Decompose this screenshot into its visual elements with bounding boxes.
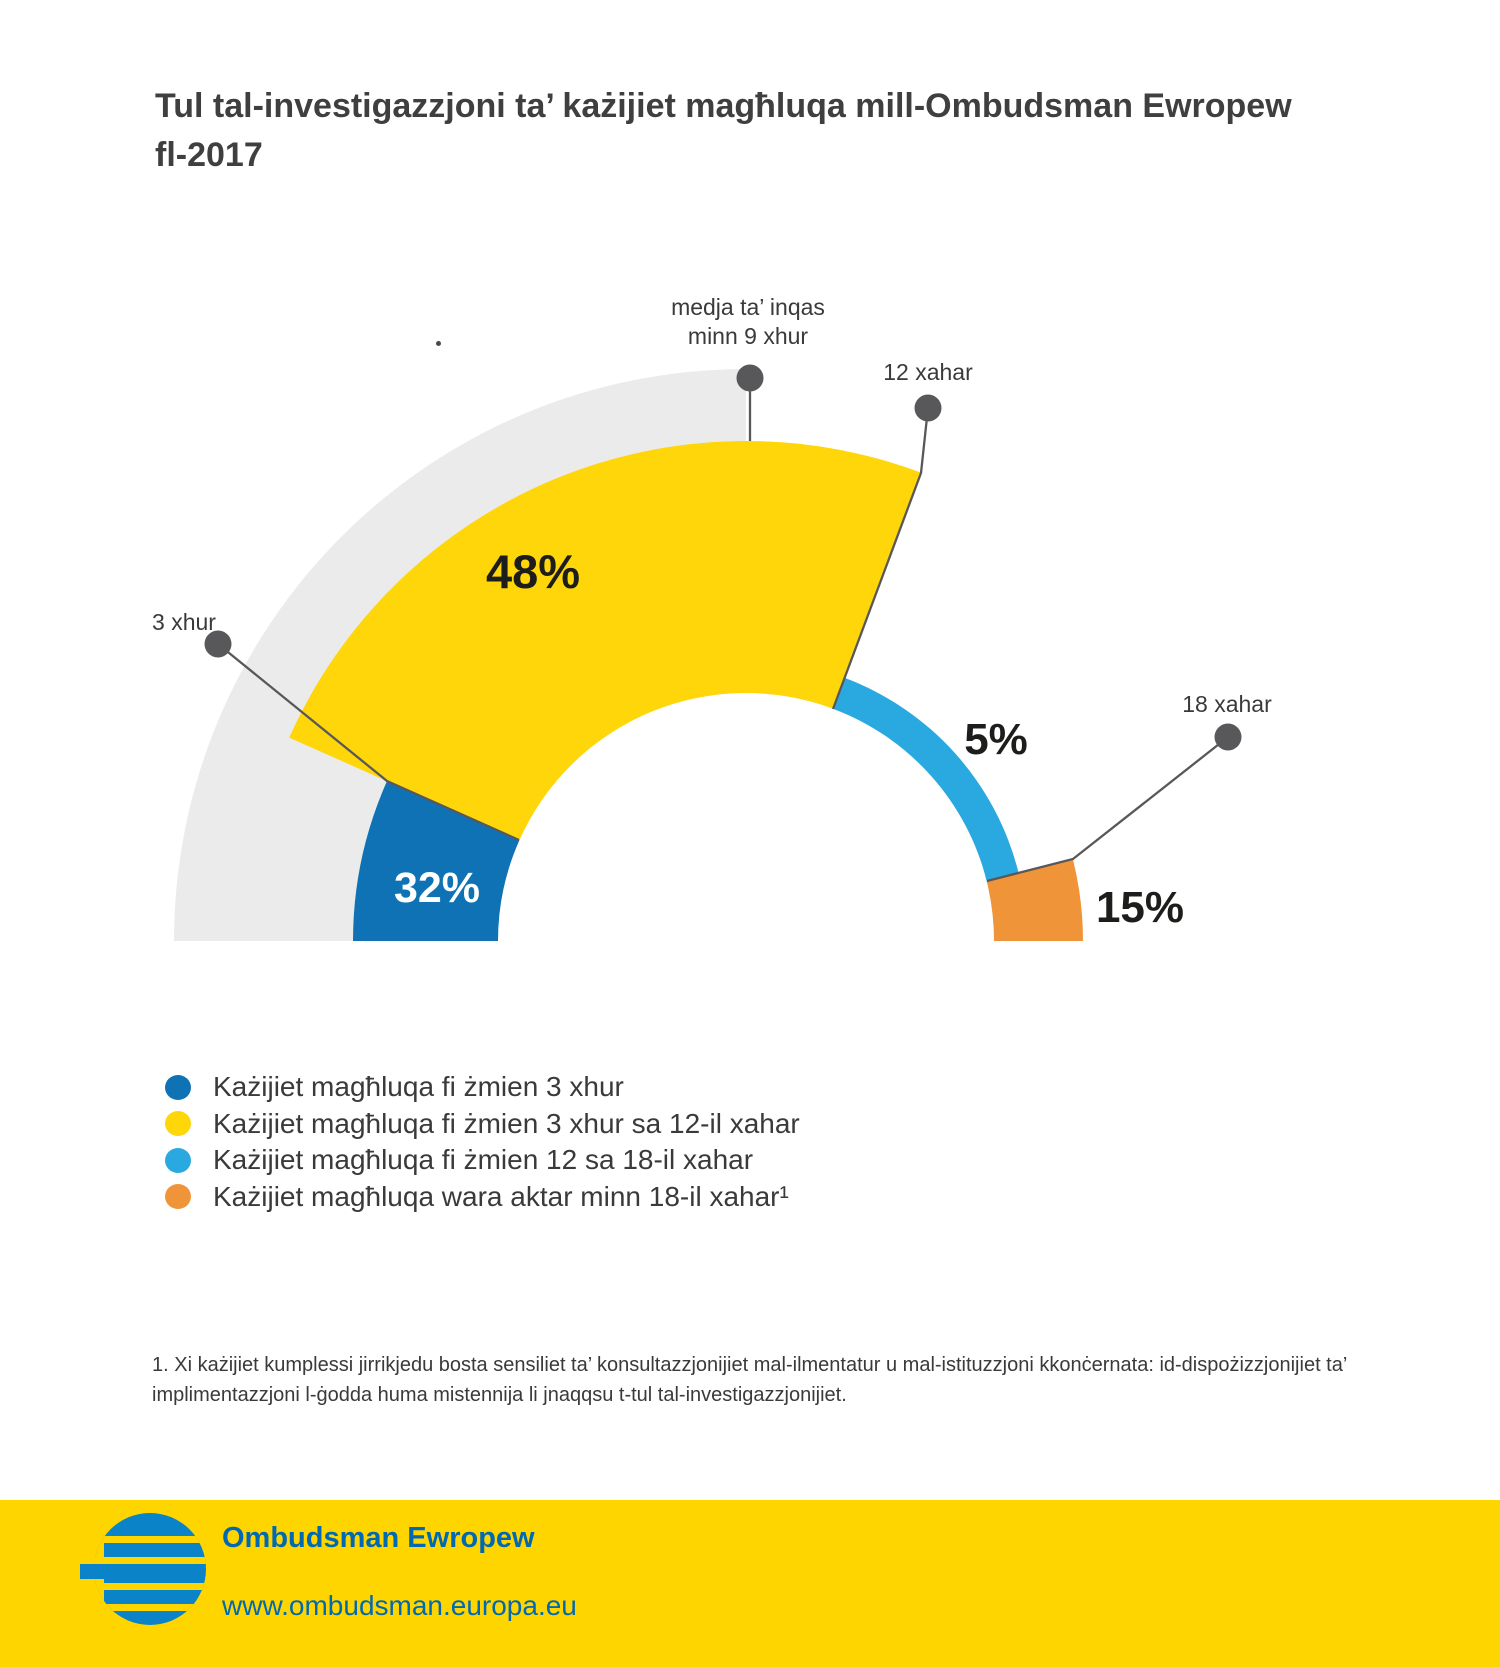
legend-label: Każijiet magħluqa fi żmien 3 xhur sa 12-il xahar (213, 1107, 800, 1139)
legend-label: Każijiet magħluqa fi żmien 3 xhur (213, 1071, 624, 1103)
marker-dot-0 (737, 365, 764, 392)
legend-row (165, 1179, 800, 1216)
marker-label-18-months: 18 xahar (1182, 691, 1272, 717)
page-title-line1: Tul tal-investigazzjoni ta’ każijiet magħluqa mill-Ombudsman Ewropew (155, 87, 1292, 125)
legend (165, 1069, 800, 1215)
stray-dot (436, 341, 441, 346)
ombudsman-logo-icon (80, 1510, 208, 1630)
footer-url[interactable]: www.ombudsman.europa.eu (222, 1590, 577, 1621)
legend-swatch-blue-icon (165, 1075, 191, 1100)
value-label-15: 15% (1095, 883, 1185, 932)
legend-label: Każijiet magħluqa fi żmien 12 sa 18-il xahar (213, 1144, 754, 1176)
legend-row (165, 1069, 800, 1106)
value-label-5: 5% (964, 715, 1028, 764)
legend-swatch-orange-icon (165, 1184, 191, 1209)
gauge-segment-2 (833, 678, 1019, 881)
page-title-line2: fl-2017 (155, 136, 263, 174)
footnote: 1. Xi każijiet kumplessi jirrikjedu bosta sensiliet ta’ konsultazzjonijiet mal-ilmentatur u mal-istituzzjoni kkonċernata: id-dispożizzjonijiet ta’ implimentazzjoni l-ġodda huma mistennija li jnaqqsu t-tul tal-investigazzjonijiet. (152, 1354, 1347, 1406)
legend-row (165, 1106, 800, 1143)
marker-label-3-months: 3 xhur (152, 609, 216, 635)
legend-swatch-yellow-icon (165, 1111, 191, 1136)
marker-label-12-months: 12 xahar (883, 359, 973, 385)
value-label-48: 48% (485, 545, 581, 598)
footer-org-name: Ombudsman Ewropew (222, 1522, 535, 1554)
legend-label: Każijiet magħluqa wara aktar minn 18-il xahar¹ (213, 1180, 789, 1212)
value-label-32: 32% (393, 864, 481, 912)
legend-row (165, 1142, 800, 1179)
marker-dot-1 (915, 395, 942, 422)
marker-label-average: medja ta’ inqas minn 9 xhur (671, 294, 825, 349)
legend-swatch-lightblue-icon (165, 1148, 191, 1173)
marker-dot-3 (1215, 724, 1242, 751)
